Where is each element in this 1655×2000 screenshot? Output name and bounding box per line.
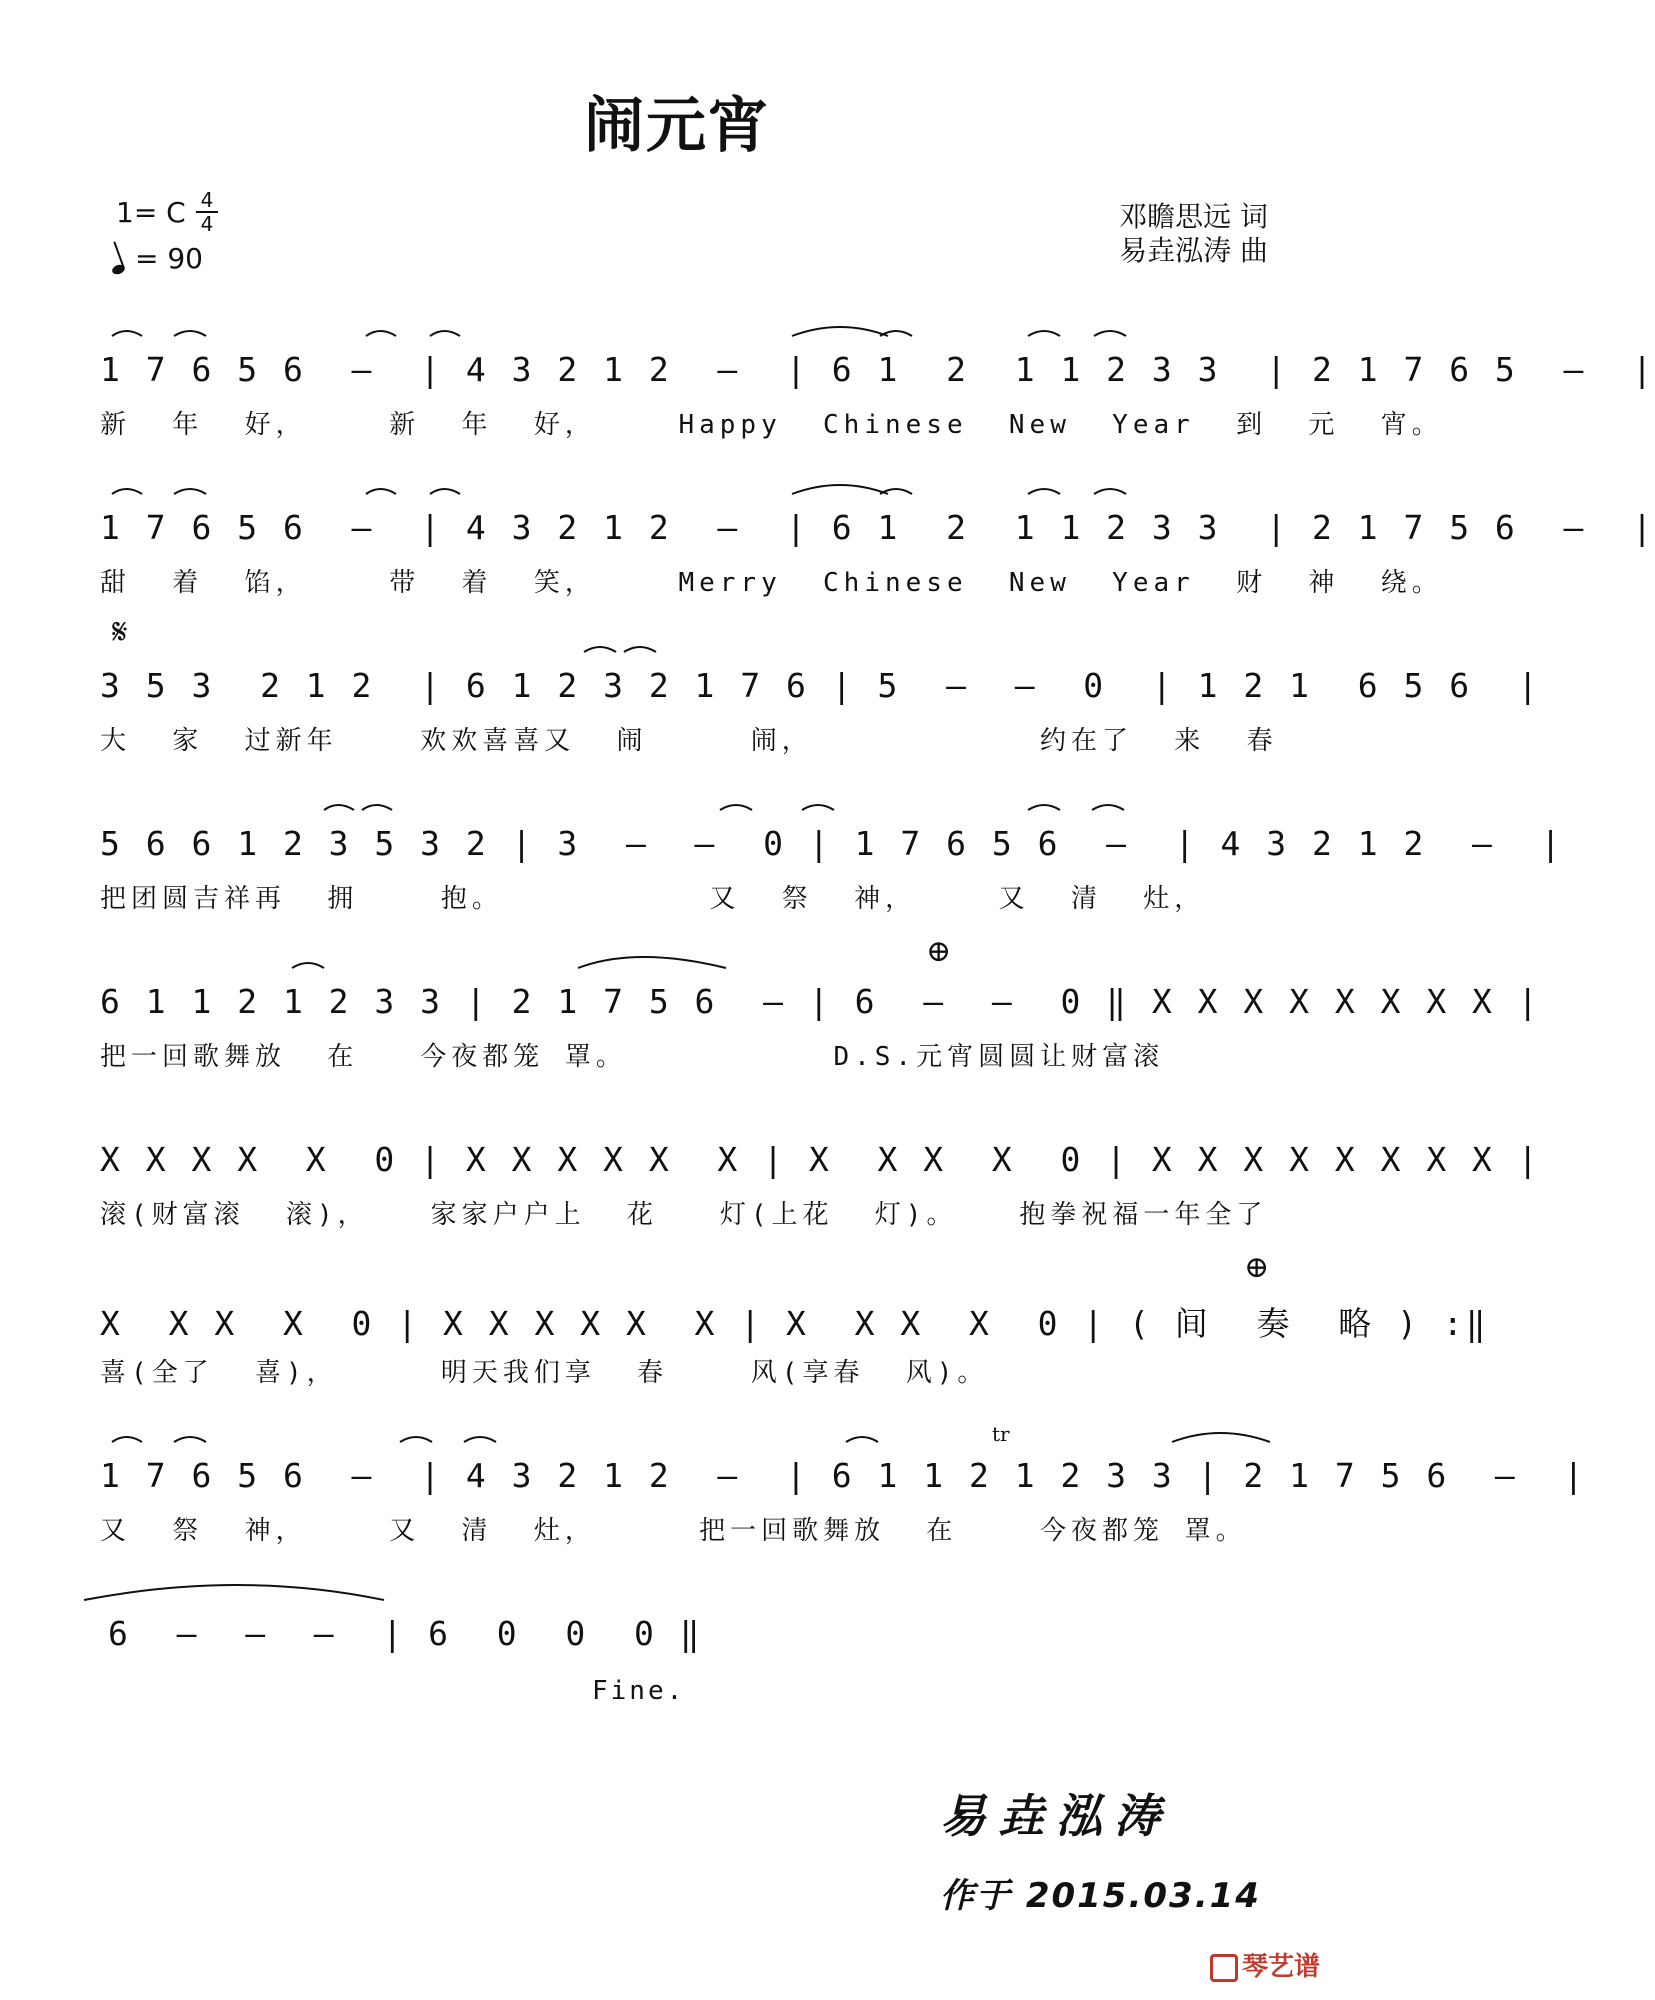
watermark bbox=[1210, 1946, 1320, 1983]
composer-signature: 易垚泓涛 bbox=[940, 1789, 1172, 1843]
coda-icon: ⊕ bbox=[1244, 1250, 1270, 1285]
notes-line: 5 6 6 1 2 3 5 3 2 | 3 – – 0 | 1 7 6 5 6 – | 4 3 2 1 2 – | bbox=[100, 824, 1564, 863]
lyricist: 邓瞻思远 词 bbox=[1119, 200, 1268, 233]
lyrics-line: 把团圆吉祥再 拥 抱。 又 祭 神， 又 清 灶， bbox=[100, 884, 1206, 914]
lyrics-line: 喜(全了 喜)， 明天我们享 春 风(享春 风)。 bbox=[100, 1358, 989, 1388]
notes-line: 6 1 1 2 1 2 3 3 | 2 1 7 5 6 – | 6 – – 0 ‖ X X X X X X X X | bbox=[100, 982, 1541, 1021]
key-signature: 1= C bbox=[116, 196, 186, 229]
composer: 易垚泓涛 曲 bbox=[1119, 234, 1268, 267]
time-signature-bottom: 4 bbox=[200, 212, 214, 236]
time-signature-top: 4 bbox=[200, 188, 214, 212]
notes-line: 3 5 3 2 1 2 | 6 1 2 3 2 1 7 6 | 5 – – 0 | 1 2 1 6 5 6 | bbox=[100, 666, 1541, 705]
trill-mark: tr bbox=[992, 1422, 1010, 1446]
song-title: 闹元宵 bbox=[584, 91, 770, 161]
segno-icon: 𝄋 bbox=[112, 612, 128, 653]
lyrics-line: 甜 着 馅， 带 着 笑， Merry Chinese New Year 财 神 绕。 bbox=[100, 568, 1443, 598]
coda-icon: ⊕ bbox=[926, 934, 952, 969]
lyrics-line: 大 家 过新年 欢欢喜喜又 闹 闹， 约在了 来 春 bbox=[100, 726, 1278, 756]
notes-line: X X X X X 0 | X X X X X X | X X X X 0 | X X X X X X X X | bbox=[100, 1140, 1541, 1179]
notes-line: X X X X 0 | X X X X X X | X X X X 0 | ( 间 奏 略 ) :‖ bbox=[100, 1304, 1489, 1343]
notes-line: 6 – – – | 6 0 0 0 ‖ bbox=[108, 1614, 703, 1653]
watermark-text: 琴艺谱 bbox=[1242, 1952, 1321, 1982]
brand-logo-icon bbox=[1210, 1954, 1238, 1982]
lyrics-line: 新 年 好， 新 年 好， Happy Chinese New Year 到 元 宵。 bbox=[100, 410, 1443, 440]
lyrics-line: 滚(财富滚 滚)， 家家户户上 花 灯(上花 灯)。 抱拳祝福一年全了 bbox=[100, 1200, 1268, 1230]
fine-marking: Fine. bbox=[592, 1676, 686, 1706]
notes-line: 1 7 6 5 6 – | 4 3 2 1 2 – | 6 1 1 2 1 2 3 3 | 2 1 7 5 6 – | bbox=[100, 1456, 1587, 1495]
notes-line: 1 7 6 5 6 – | 4 3 2 1 2 – | 6 1 2 1 1 2 3 3 | 2 1 7 5 6 – | bbox=[100, 508, 1655, 547]
lyrics-line: 把一回歌舞放 在 今夜都笼 罩。 D.S.元宵圆圆让财富滚 bbox=[100, 1042, 1165, 1072]
composition-date: 作于 2015.03.14 bbox=[940, 1876, 1261, 1916]
lyrics-line: 又 祭 神， 又 清 灶， 把一回歌舞放 在 今夜都笼 罩。 bbox=[100, 1516, 1247, 1546]
notes-line: 1 7 6 5 6 – | 4 3 2 1 2 – | 6 1 2 1 1 2 3 3 | 2 1 7 6 5 – | bbox=[100, 350, 1655, 389]
tempo-value: = 90 bbox=[135, 242, 203, 275]
